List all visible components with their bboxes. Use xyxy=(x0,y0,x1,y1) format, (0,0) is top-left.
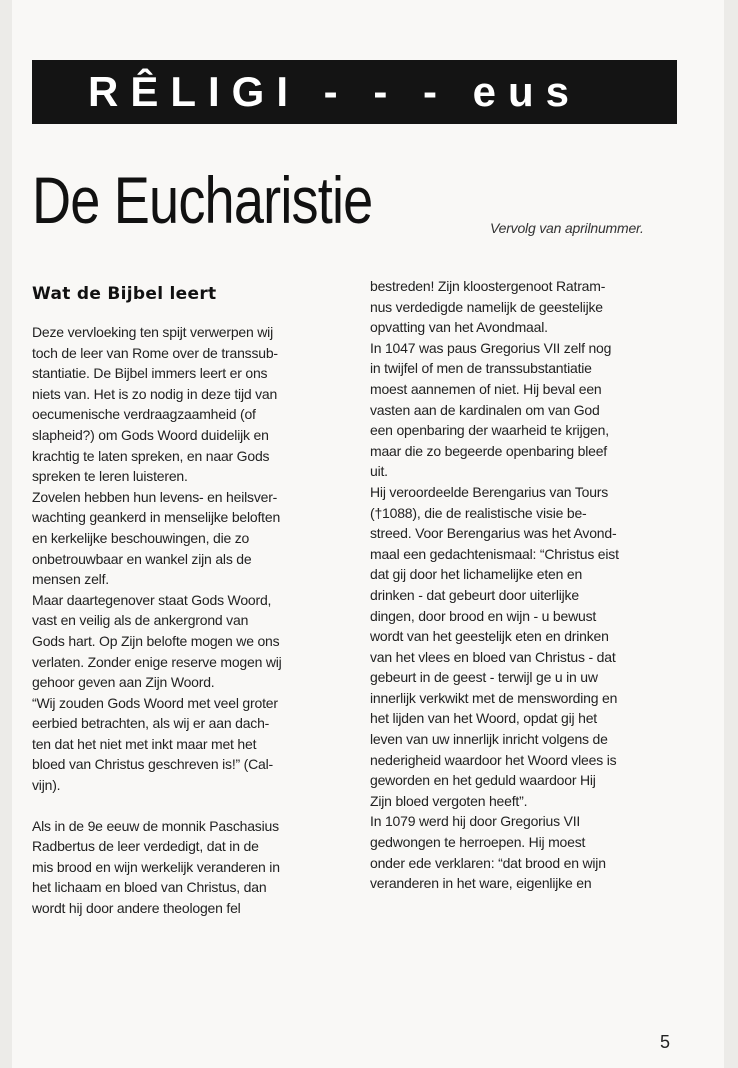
text-line: het lichaam en bloed van Christus, dan xyxy=(32,879,267,896)
text-line: een openbaring der waarheid te krijgen, xyxy=(370,422,609,439)
text-line: ten dat het niet met inkt maar met het xyxy=(32,735,257,752)
text-line: in twijfel of men de transsubstantiatie xyxy=(370,360,592,377)
text-line: nederigheid waardoor het Woord vlees is xyxy=(370,751,617,768)
text-line: innerlijk verkwikt met de menswording en xyxy=(370,689,618,706)
text-line: nus verdedigde namelijk de geestelijke xyxy=(370,298,603,315)
text-line: Gods hart. Op Zijn belofte mogen we ons xyxy=(32,632,280,649)
text-line: mensen zelf. xyxy=(32,571,109,588)
text-line: veranderen in het ware, eigenlijke en xyxy=(370,875,592,892)
text-line: maar die zo begeerde openbaring bleef xyxy=(370,442,607,459)
text-line: stantiatie. De Bijbel immers leert er ons xyxy=(32,365,268,382)
text-line: Als in de 9e eeuw de monnik Paschasius xyxy=(32,817,279,834)
text-line: van het vlees en bloed van Christus - dat xyxy=(370,648,616,665)
text-line: uit. xyxy=(370,463,388,480)
text-line: oecumenische verdraagzaamheid (of xyxy=(32,406,256,423)
text-line: en kerkelijke beschouwingen, die zo xyxy=(32,529,250,546)
section-heading: Wat de Bijbel leert xyxy=(32,284,217,304)
text-line: streed. Voor Berengarius was het Avond- xyxy=(370,525,617,542)
text-line: bestreden! Zijn kloostergenoot Ratram- xyxy=(370,278,606,294)
text-line: In 1079 werd hij door Gregorius VII xyxy=(370,813,581,830)
text-line: (†1088), die de realistische visie be- xyxy=(370,504,587,521)
text-line: vasten aan de kardinalen om van God xyxy=(370,401,600,418)
text-line: gebeurt in de geest - terwijl ge u in uw xyxy=(370,669,598,686)
section-banner xyxy=(32,60,677,124)
text-line: spreken te leren luisteren. xyxy=(32,468,188,485)
article-subtitle: Vervolg van aprilnummer. xyxy=(490,220,644,236)
text-line: Deze vervloeking ten spijt verwerpen wij xyxy=(32,324,273,340)
text-line: Maar daartegenover staat Gods Woord, xyxy=(32,591,272,608)
text-line: opvatting van het Avondmaal. xyxy=(370,319,548,336)
text-line: moest aannemen of niet. Hij beval een xyxy=(370,380,602,397)
magazine-page xyxy=(12,0,724,1068)
text-line: onbetrouwbaar en wankel zijn als de xyxy=(32,550,252,567)
text-line: vijn). xyxy=(32,777,61,794)
text-line: wachting geankerd in menselijke beloften xyxy=(32,509,281,526)
text-line: bloed van Christus geschreven is!” (Cal- xyxy=(32,756,273,773)
text-line: wordt van het geestelijk eten en drinken xyxy=(370,628,609,645)
text-line: Radbertus de leer verdedigt, dat in de xyxy=(32,838,259,855)
text-line: onder ede verklaren: “dat brood en wijn xyxy=(370,854,606,871)
text-line: gehoor geven aan Zijn Woord. xyxy=(32,674,215,691)
text-line: leven van uw innerlijk inricht volgens de xyxy=(370,731,608,748)
section-banner-text: RÊLIGI - - - eus xyxy=(88,68,582,115)
text-line: “Wij zouden Gods Woord met veel groter xyxy=(32,694,278,711)
text-line: toch de leer van Rome over de transsub- xyxy=(32,344,278,361)
text-line: maal een gedachtenismaal: “Christus eist xyxy=(370,545,619,562)
text-line: dingen, door brood en wijn - u bewust xyxy=(370,607,597,624)
text-line: drinken - dat gebeurt door uiterlijke xyxy=(370,586,579,603)
text-line: In 1047 was paus Gregorius VII zelf nog xyxy=(370,339,612,356)
text-line: krachtig te laten spreken, en naar Gods xyxy=(32,447,270,464)
page-number: 5 xyxy=(660,1032,671,1052)
text-line: het lijden van het Woord, opdat gij het xyxy=(370,710,597,727)
text-line: wordt hij door andere theologen fel xyxy=(32,900,241,917)
text-line: mis brood en wijn werkelijk veranderen in xyxy=(32,858,280,875)
paragraph-gap xyxy=(32,796,350,816)
text-line: dat gij door het lichamelijke eten en xyxy=(370,566,583,583)
text-line: eerbied betrachten, als wij er aan dach- xyxy=(32,715,270,732)
text-line: Zovelen hebben hun levens- en heilsver- xyxy=(32,488,278,505)
left-column xyxy=(32,322,350,919)
text-line: gedwongen te herroepen. Hij moest xyxy=(370,834,586,851)
text-line: Hij veroordeelde Berengarius van Tours xyxy=(370,483,609,500)
article-title: De Eucharistie xyxy=(32,163,373,237)
text-line: verlaten. Zonder enige reserve mogen wij xyxy=(32,653,282,670)
text-line: geworden en het geduld waardoor Hij xyxy=(370,772,596,789)
text-line: vast en veilig als de ankergrond van xyxy=(32,612,249,629)
text-line: niets van. Het is zo nodig in deze tijd van xyxy=(32,385,278,402)
text-line: slapheid?) om Gods Woord duidelijk en xyxy=(32,426,269,443)
right-column xyxy=(370,276,688,894)
text-line: Zijn bloed vergoten heeft”. xyxy=(370,792,528,809)
